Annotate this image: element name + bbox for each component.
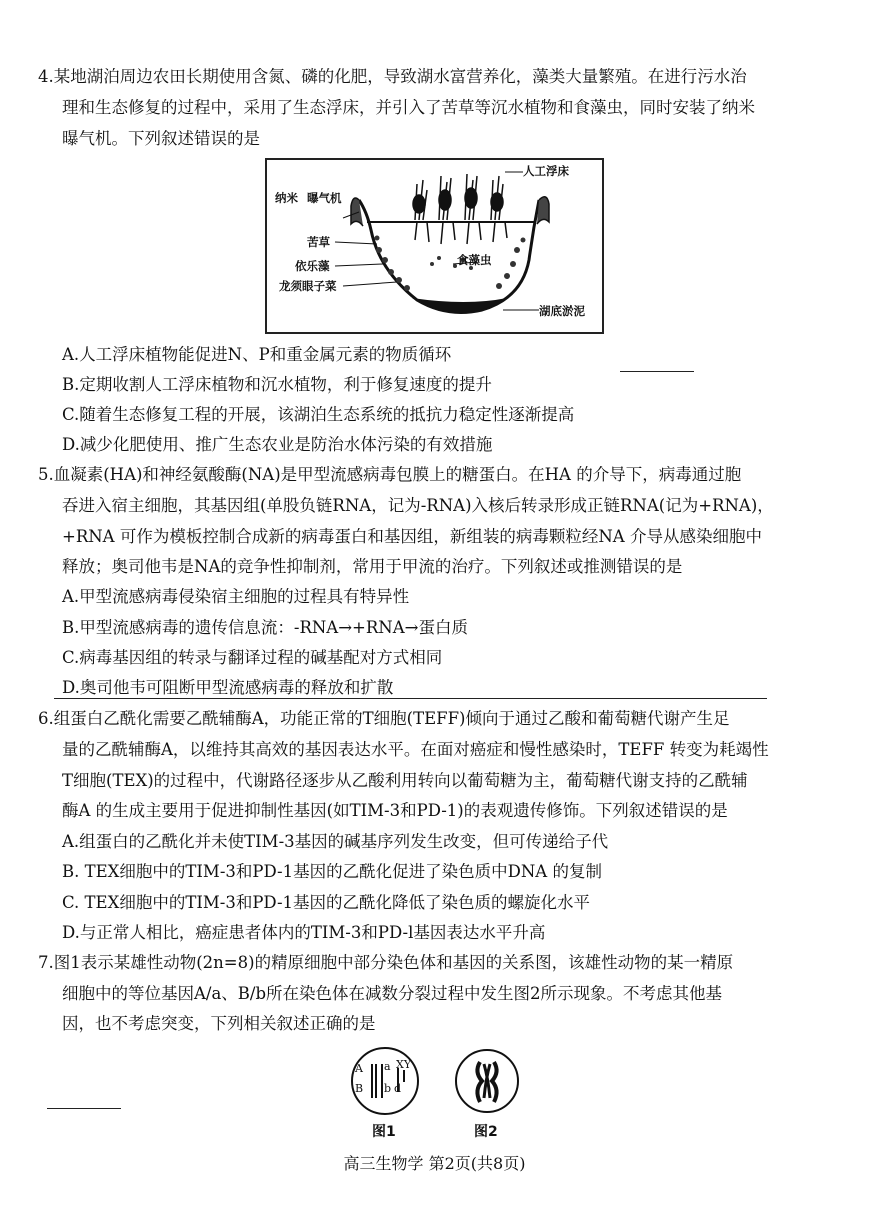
eelgrass-label: 苦草	[307, 235, 330, 249]
q6-stem-line-3: T细胞(TEX)的过程中，代谢路径逐步从乙酸利用转向以葡萄糖为主，葡萄糖代谢支持的乙酰辅	[62, 771, 748, 790]
figure-1-cell	[350, 1046, 420, 1116]
page-footer: 高三生物学 第2页(共8页)	[343, 1154, 526, 1173]
silt-layer	[412, 298, 507, 312]
q4-option-d: D.减少化肥使用、推广生态农业是防治水体污染的有效措施	[62, 435, 493, 454]
q4-stem-line-1: 4.某地湖泊周边农田长期使用含氮、磷的化肥，导致湖水富营养化，藻类大量繁殖。在进行污水治	[38, 67, 747, 86]
q5-option-a: A.甲型流感病毒侵染宿主细胞的过程具有特异性	[62, 587, 410, 606]
algae-eater-label: 食藻虫	[457, 253, 492, 267]
lake-restoration-figure	[265, 158, 604, 334]
q7-stem-line-2: 细胞中的等位基因A/a、B/b所在染色体在减数分裂过程中发生图2所示现象。不考虑其他基	[62, 984, 723, 1003]
margin-rule-bottom	[47, 1108, 121, 1109]
q4-option-b: B.定期收割人工浮床植物和沉水植物，利于修复速度的提升	[62, 375, 492, 394]
gene-a-label: a	[384, 1060, 391, 1073]
aerator-label-line-1: 纳米	[275, 191, 298, 205]
q5-stem-line-2: 吞进入宿主细胞，其基因组(单股负链RNA，记为-RNA)入核后转录形成正链RNA(记为+RNA)，	[62, 496, 774, 515]
dragon-whisker-label: 龙须眼子菜	[279, 279, 337, 293]
q6-stem-line-1: 6.组蛋白乙酰化需要乙酰辅酶A，功能正常的T细胞(TEFF)倾向于通过乙酸和葡萄糖代谢产生足	[38, 709, 730, 728]
q5-option-c: C.病毒基因组的转录与翻译过程的碱基配对方式相同	[62, 648, 443, 667]
q5-option-d: D.奥司他韦可阻断甲型流感病毒的释放和扩散	[62, 678, 394, 697]
q4-option-a: A.人工浮床植物能促进N、P和重金属元素的物质循环	[62, 345, 452, 364]
q4-stem-line-3: 曝气机。下列叙述错误的是	[62, 129, 260, 148]
float-bed-label: 人工浮床	[523, 164, 569, 178]
q7-stem-line-1: 7.图1表示某雄性动物(2n=8)的精原细胞中部分染色体和基因的关系图，该雄性动物的某一精原	[38, 953, 734, 972]
q6-option-a: A.组蛋白的乙酰化并未使TIM-3基因的碱基序列发生改变，但可传递给子代	[62, 832, 609, 851]
figure-1-caption: 图1	[372, 1124, 396, 1140]
figure-2-caption: 图2	[474, 1124, 498, 1140]
silt-label: 湖底淤泥	[539, 304, 585, 318]
gene-XY-label: XY	[396, 1058, 412, 1071]
margin-rule	[620, 371, 694, 372]
elodea-label: 依乐藻	[295, 259, 330, 273]
basin-outline	[359, 200, 539, 312]
q6-stem-line-2: 量的乙酰辅酶A，以维持其高效的基因表达水平。在面对癌症和慢性感染时，TEFF 转变为耗竭性	[62, 740, 769, 759]
q5-stem-line-3: +RNA 可作为模板控制合成新的病毒蛋白和基因组，新组装的病毒颗粒经NA 介导从感染细胞中	[62, 527, 762, 546]
leader-lines	[335, 172, 539, 310]
aerator-label-line-2: 曝气机	[307, 191, 342, 205]
float-bed-plants	[413, 174, 507, 244]
q5-stem-line-4: 释放；奥司他韦是NA的竞争性抑制剂，常用于甲流的治疗。下列叙述或推测错误的是	[62, 557, 683, 576]
q6-stem-line-4: 酶A 的生成主要用于促进抑制性基因(如TIM-3和PD-1)的表观遗传修饰。下列叙述错误的是	[62, 801, 728, 820]
gene-B-label: B	[355, 1082, 364, 1095]
q6-option-c: C. TEX细胞中的TIM-3和PD-1基因的乙酰化降低了染色质的螺旋化水平	[62, 893, 591, 912]
q4-option-c: C.随着生态修复工程的开展，该湖泊生态系统的抵抗力稳定性逐渐提高	[62, 405, 575, 424]
gene-A-label: A	[355, 1062, 363, 1075]
q7-stem-line-3: 因，也不考虑突变，下列相关叙述正确的是	[62, 1014, 376, 1033]
figure-2-cell	[454, 1048, 520, 1114]
q5-option-b: B.甲型流感病毒的遗传信息流：-RNA→+RNA→蛋白质	[62, 618, 468, 637]
section-rule	[54, 698, 767, 699]
q4-stem-line-2: 理和生态修复的过程中，采用了生态浮床，并引入了苦草等沉水植物和食藻虫，同时安装了纳米	[62, 98, 755, 117]
gene-b-label: b	[384, 1082, 392, 1095]
gene-d-label: d	[394, 1082, 402, 1095]
q6-option-b: B. TEX细胞中的TIM-3和PD-1基因的乙酰化促进了染色质中DNA 的复制	[62, 862, 602, 881]
q5-stem-line-1: 5.血凝素(HA)和神经氨酸酶(NA)是甲型流感病毒包膜上的糖蛋白。在HA 的介导下，病毒通过胞	[38, 465, 742, 484]
q6-option-d: D.与正常人相比，癌症患者体内的TIM-3和PD-l基因表达水平升高	[62, 923, 546, 942]
